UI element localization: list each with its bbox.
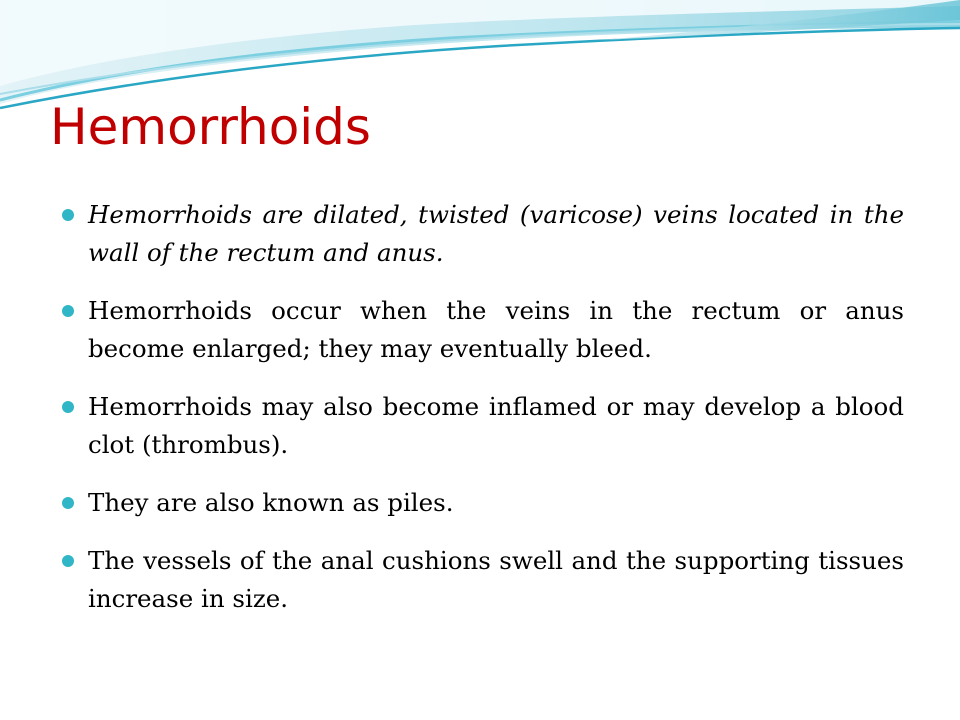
bullet-text: Hemorrhoids are dilated, twisted (varicose) veins located in the wall of the rectum and anus. [88,200,904,267]
bullet-item [62,292,904,368]
bullet-dot-icon [62,305,74,317]
bullet-item [62,484,904,522]
bullet-text: The vessels of the anal cushions swell and the supporting tissues increase in size. [88,546,904,613]
bullet-text: Hemorrhoids occur when the veins in the rectum or anus become enlarged; they may eventually bleed. [88,296,904,363]
bullet-item [62,542,904,618]
bullet-text: They are also known as piles. [88,488,454,517]
bullet-text: Hemorrhoids may also become inflamed or may develop a blood clot (thrombus). [88,392,904,459]
bullet-dot-icon [62,401,74,413]
bullet-list [62,196,904,638]
slide-title: Hemorrhoids [50,98,371,156]
bullet-dot-icon [62,555,74,567]
bullet-dot-icon [62,497,74,509]
bullet-item [62,196,904,272]
bullet-item [62,388,904,464]
bullet-dot-icon [62,209,74,221]
